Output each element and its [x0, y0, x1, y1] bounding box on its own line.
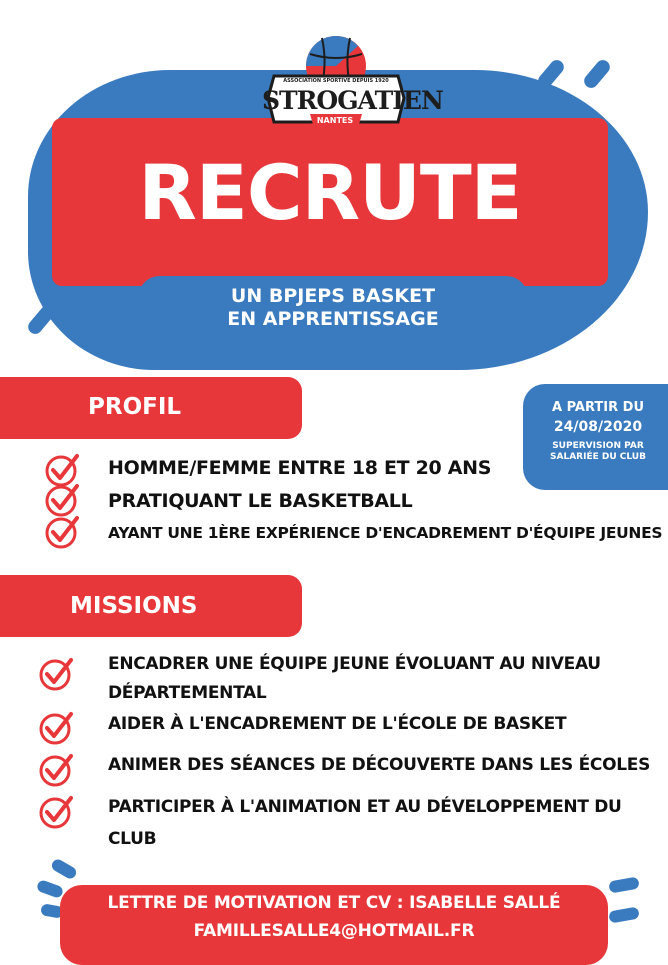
subtitle-pill [138, 276, 528, 344]
start-date-value: 24/08/2020 [553, 419, 643, 435]
mission-item-continued: CLUB [108, 829, 157, 849]
mission-item-continued: DÉPARTEMENTAL [108, 683, 267, 703]
check-circle-icon [38, 752, 74, 788]
logo-city: NANTES [316, 116, 354, 125]
logo-tagline: ASSOCIATION SPORTIVE DEPUIS 1920 [283, 78, 389, 84]
supervision-text: SUPERVISION PAR [552, 441, 644, 451]
check-circle-icon [38, 710, 74, 746]
mission-item: ENCADRER UNE ÉQUIPE JEUNE ÉVOLUANT AU NIVEAU [108, 654, 601, 674]
check-circle-icon [38, 794, 74, 830]
subtitle-line: EN APPRENTISSAGE [227, 308, 439, 330]
dash-decoration [581, 57, 612, 91]
page-title: RECRUTE [138, 148, 522, 237]
profil-heading: PROFIL [88, 394, 182, 420]
profil-item: AYANT UNE 1ÈRE EXPÉRIENCE D'ENCADREMENT D'ÉQUIPE JEUNES [108, 524, 663, 542]
mission-item: PARTICIPER À L'ANIMATION ET AU DÉVELOPPEMENT DU [108, 797, 622, 817]
dash-decoration [608, 906, 640, 923]
dash-decoration [50, 857, 79, 880]
contact-email: FAMILLESALLE4@HOTMAIL.FR [193, 921, 475, 941]
supervision-text: SALARIÉE DU CLUB [550, 452, 646, 462]
subtitle-line: UN BPJEPS BASKET [230, 285, 436, 307]
contact-text: LETTRE DE MOTIVATION ET CV : ISABELLE SALLÉ [107, 893, 561, 913]
mission-item: ANIMER DES SÉANCES DE DÉCOUVERTE DANS LES ÉCOLES [108, 755, 651, 775]
mission-item: AIDER À L'ENCADREMENT DE L'ÉCOLE DE BASKET [108, 714, 567, 734]
check-circle-icon [44, 514, 80, 550]
logo-name: STROGATIEN [262, 86, 443, 115]
dash-decoration [608, 876, 640, 893]
start-date-pill [523, 384, 668, 490]
profil-item: PRATIQUANT LE BASKETBALL [108, 490, 413, 512]
check-circle-icon [38, 656, 74, 692]
missions-heading: MISSIONS [70, 593, 198, 619]
profil-item: HOMME/FEMME ENTRE 18 ET 20 ANS [108, 457, 492, 479]
start-date-label: A PARTIR DU [552, 400, 644, 415]
check-circle-icon [44, 482, 80, 518]
